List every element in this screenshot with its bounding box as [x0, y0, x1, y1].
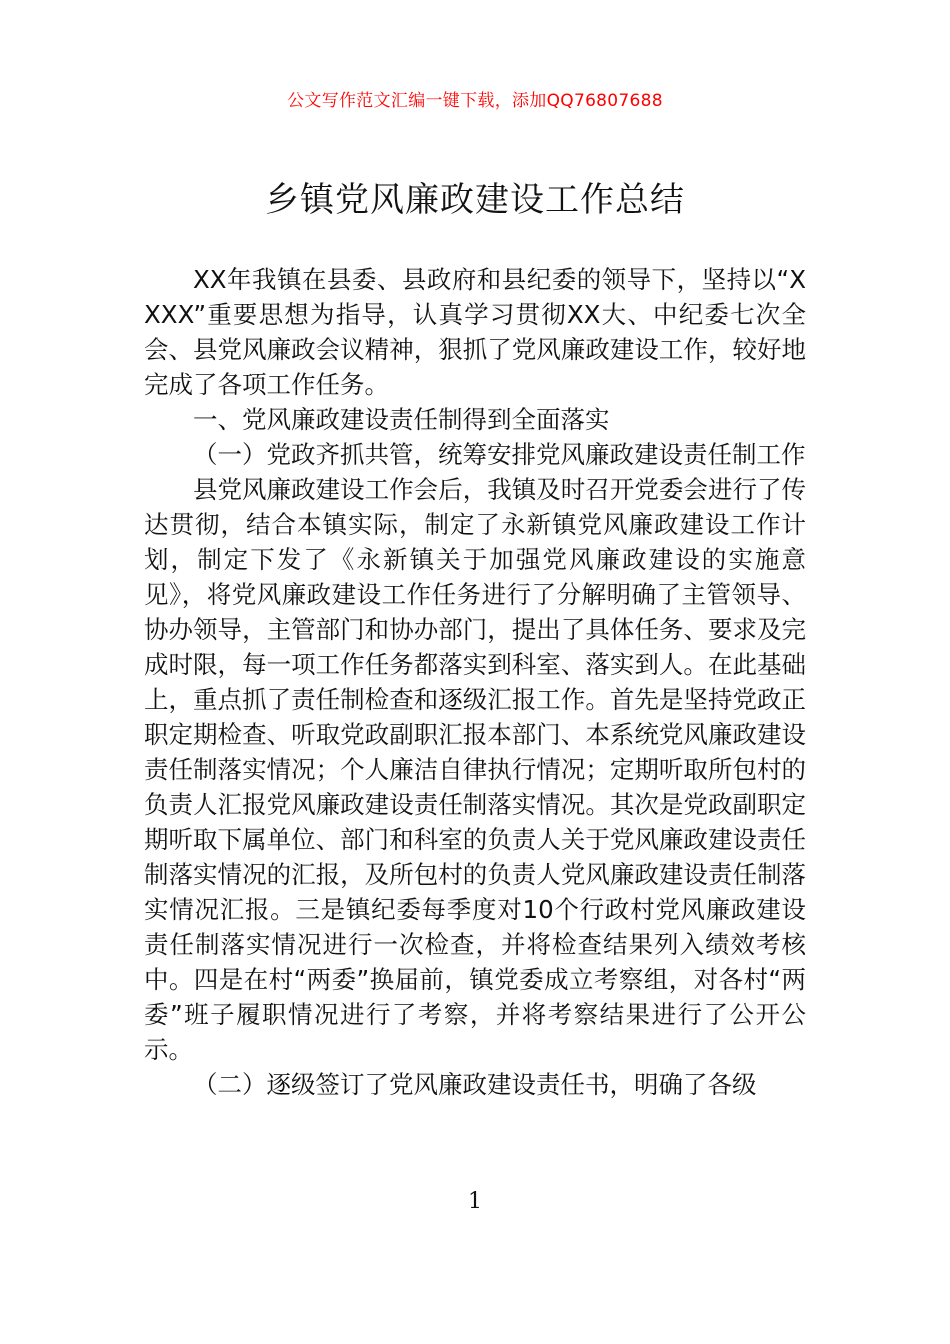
section-heading-1: 一、党风廉政建设责任制得到全面落实	[193, 405, 610, 434]
subsection-heading-1: （一）党政齐抓共管，统筹安排党风廉政建设责任制工作	[193, 440, 806, 469]
subsection-heading-2: （二）逐级签订了党风廉政建设责任书，明确了各级	[193, 1070, 757, 1099]
document-body	[144, 262, 806, 1102]
document-title: 乡镇党风廉政建设工作总结	[265, 180, 685, 220]
paragraph-intro: XX年我镇在县委、县政府和县纪委的领导下，坚持以“XXXX”重要思想为指导，认真学习贯彻XX大、中纪委七次全会、县党风廉政会议精神，狠抓了党风廉政建设工作，较好地完成了各项工作任务。	[144, 265, 806, 399]
paragraph-body: 县党风廉政建设工作会后，我镇及时召开党委会进行了传达贯彻，结合本镇实际，制定了永新镇党风廉政建设工作计划，制定下发了《永新镇关于加强党风廉政建设的实施意见》，将党风廉政建设工作任务进行了分解明确了主管领导、协办领导，主管部门和协办部门，提出了具体任务、要求及完成时限，每一项工作任务都落实到科室、落实到人。在此基础上，重点抓了责任制检查和逐级汇报工作。首先是坚持党政正职定期检查、听取党政副职汇报本部门、本系统党风廉政建设责任制落实情况；个人廉洁自律执行情况；定期听取所包村的负责人汇报党风廉政建设责任制落实情况。其次是党政副职定期听取下属单位、部门和科室的负责人关于党风廉政建设责任制落实情况的汇报，及所包村的负责人党风廉政建设责任制落实情况汇报。三是镇纪委每季度对10个行政村党风廉政建设责任制落实情况进行一次检查，并将检查结果列入绩效考核中。四是在村“两委”换届前，镇党委成立考察组，对各村“两委”班子履职情况进行了考察，并将考察结果进行了公开公示。	[144, 475, 806, 1064]
header-download-note: 公文写作范文汇编一键下载，添加QQ76807688	[287, 91, 663, 111]
page-number: 1	[468, 1189, 482, 1214]
